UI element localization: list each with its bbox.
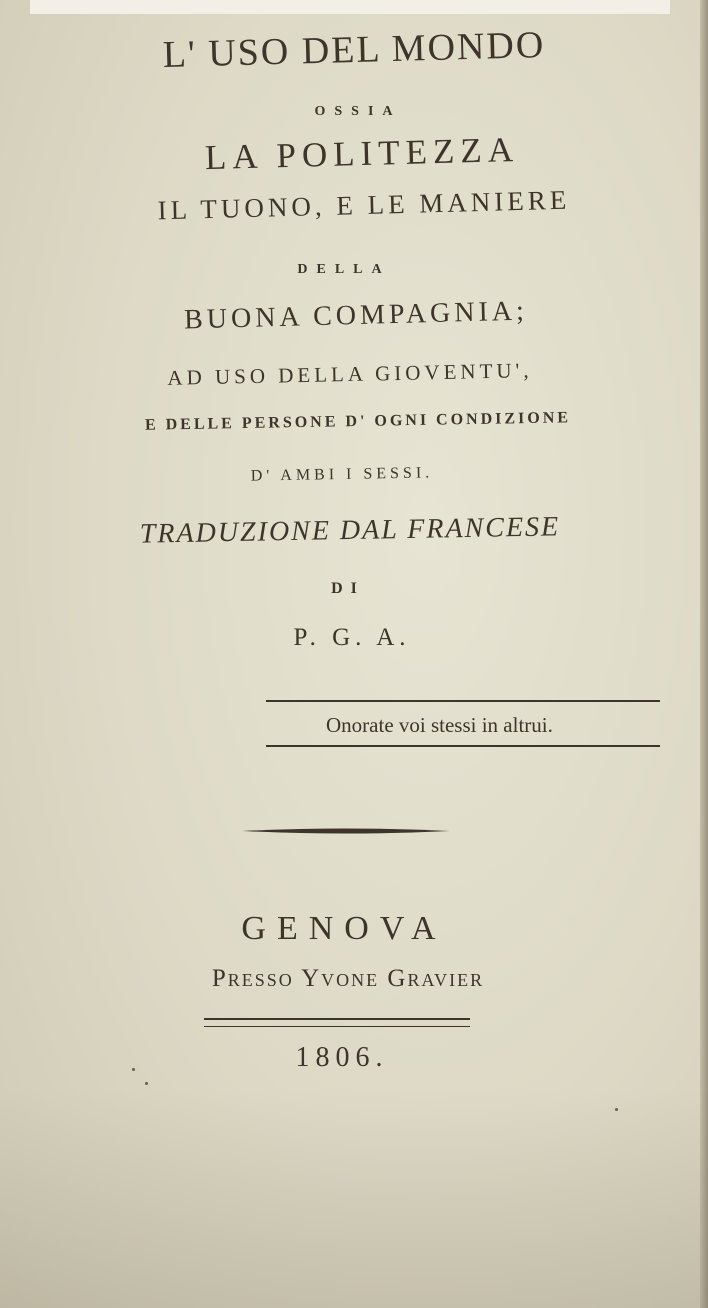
- imprint-rule-thin: [204, 1026, 470, 1027]
- author-initials: P. G. A.: [293, 624, 411, 651]
- imprint-year: 1806.: [295, 1042, 389, 1073]
- title-line-6: BUONA COMPAGNIA;: [183, 295, 529, 336]
- title-line-1: L' USO DEL MONDO: [162, 23, 546, 77]
- imprint-publisher: Presso Yvone Gravier: [211, 965, 485, 992]
- title-line-8: E DELLE PERSONE D' OGNI CONDIZIONE: [144, 409, 572, 434]
- motto-rule-bottom: [266, 745, 660, 747]
- title-line-3: LA POLITEZZA: [204, 129, 520, 178]
- imprint-city: GENOVA: [241, 910, 447, 947]
- paper-speck: [615, 1108, 618, 1111]
- title-line-4: IL TUONO, E LE MANIERE: [157, 184, 571, 226]
- title-line-7: AD USO DELLA GIOVENTU',: [167, 358, 533, 390]
- ornamental-rule: [242, 826, 450, 836]
- translation-note: TRADUZIONE DAL FRANCESE: [139, 511, 561, 550]
- imprint-rule-thick: [204, 1018, 470, 1020]
- page-shadow: [0, 1088, 708, 1308]
- title-line-2: OSSIA: [314, 104, 402, 119]
- title-line-5: DELLA: [297, 262, 391, 277]
- page-top-edge: [30, 0, 670, 14]
- paper-speck: [132, 1068, 135, 1071]
- by-line: DI: [331, 580, 365, 597]
- title-line-9: D' AMBI I SESSI.: [250, 464, 434, 485]
- epigraph-motto: Onorate voi stessi in altrui.: [326, 713, 553, 737]
- motto-rule-top: [266, 700, 660, 702]
- paper-speck: [145, 1082, 148, 1085]
